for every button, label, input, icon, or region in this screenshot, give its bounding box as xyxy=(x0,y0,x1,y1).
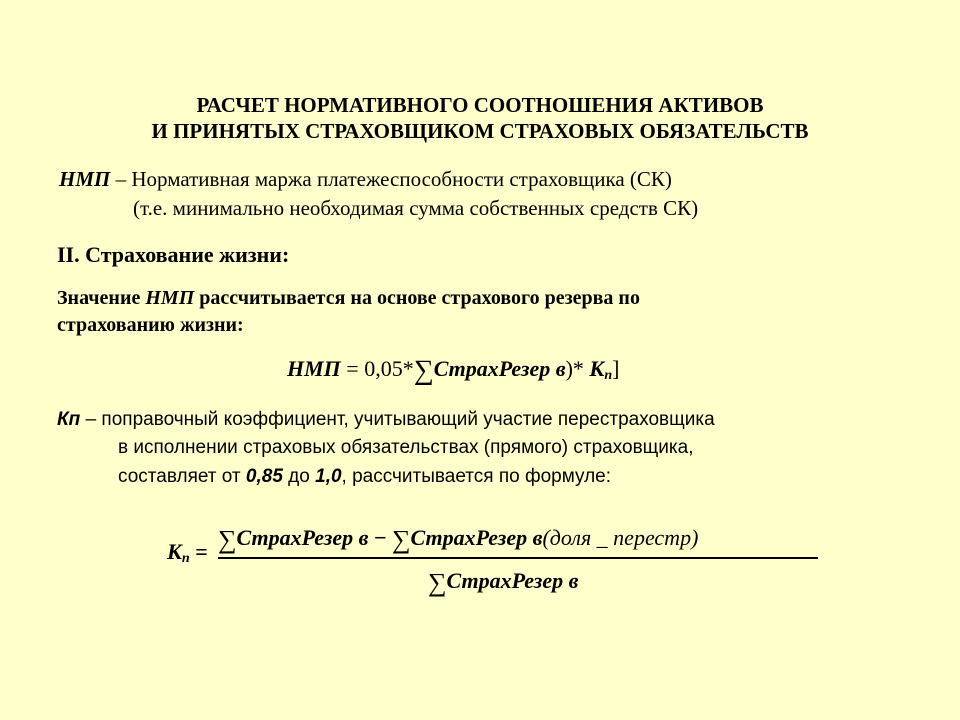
kp-formula-numerator xyxy=(218,522,698,552)
nmp-definition-line-2: (т.е. минимально необходимая сумма собственных средств СК) xyxy=(133,196,699,220)
statement-part-2: рассчитывается на основе страхового резерва по xyxy=(194,287,640,309)
nmp-term: НМП xyxy=(59,167,111,191)
denominator-sum-symbol: ∑ xyxy=(428,568,447,597)
kp-definition xyxy=(57,409,715,431)
formula1-coef: 0,05* xyxy=(364,356,414,381)
formula2-eq: = xyxy=(189,539,208,564)
statement-term: НМП xyxy=(145,287,195,309)
kp-range-text-c: , рассчитывается по формуле: xyxy=(341,466,612,487)
formula2-k: К xyxy=(167,539,182,564)
formula1-k: К xyxy=(589,356,605,381)
formula1-bracket: ] xyxy=(612,356,620,381)
formula1-body: СтрахРезер в xyxy=(433,356,566,381)
kp-formula-denominator xyxy=(428,565,578,595)
statement-line-1 xyxy=(57,287,640,310)
numerator-term-2: СтрахРезер в xyxy=(410,525,543,550)
section-heading: II. Страхование жизни: xyxy=(57,242,290,267)
kp-range-text-a: составляет от xyxy=(118,466,246,487)
kp-range-min: 0,85 xyxy=(245,466,283,487)
denominator-term: СтрахРезер в xyxy=(446,568,579,593)
nmp-formula xyxy=(287,352,619,384)
numerator-sum-symbol-1: ∑ xyxy=(218,525,237,554)
definition-dash: – xyxy=(110,167,132,191)
numerator-sum-symbol-2: ∑ xyxy=(392,525,411,554)
statement-part-1: Значение xyxy=(57,287,146,309)
kp-definition-line-2: в исполнении страховых обязательствах (прямого) страховщика, xyxy=(118,437,694,458)
definition-text: Нормативная маржа платежеспособности страховщика (СК) xyxy=(131,167,672,191)
statement-line-2: страхованию жизни: xyxy=(57,314,244,336)
kp-formula-lhs xyxy=(167,539,208,565)
title-line-1: РАСЧЕТ НОРМАТИВНОГО СООТНОШЕНИЯ АКТИВОВ xyxy=(196,93,764,117)
nmp-definition xyxy=(59,167,672,192)
kp-dash: – xyxy=(80,409,102,430)
title-line-2: И ПРИНЯТЫХ СТРАХОВЩИКОМ СТРАХОВЫХ ОБЯЗАТЕЛЬСТВ xyxy=(151,119,809,143)
formula1-lhs: НМП xyxy=(287,356,341,381)
kp-definition-line-3 xyxy=(118,466,611,488)
numerator-term-1: СтрахРезер в xyxy=(236,525,369,550)
fraction-line xyxy=(218,557,818,559)
numerator-minus: − xyxy=(368,525,392,550)
kp-text: поправочный коэффициент, учитывающий участие перестраховщика xyxy=(101,409,715,430)
kp-range-max: 1,0 xyxy=(315,466,342,487)
formula1-eq: = xyxy=(340,356,365,381)
formula1-k-sub: п xyxy=(604,368,613,383)
formula2-k-sub: п xyxy=(181,551,190,566)
formula1-close: )* xyxy=(565,356,590,381)
kp-term: Кп xyxy=(57,409,81,430)
numerator-share: (доля _ перестр) xyxy=(542,525,699,550)
formula1-sum-symbol: ∑ xyxy=(413,355,434,386)
kp-range-text-b: до xyxy=(282,466,316,487)
